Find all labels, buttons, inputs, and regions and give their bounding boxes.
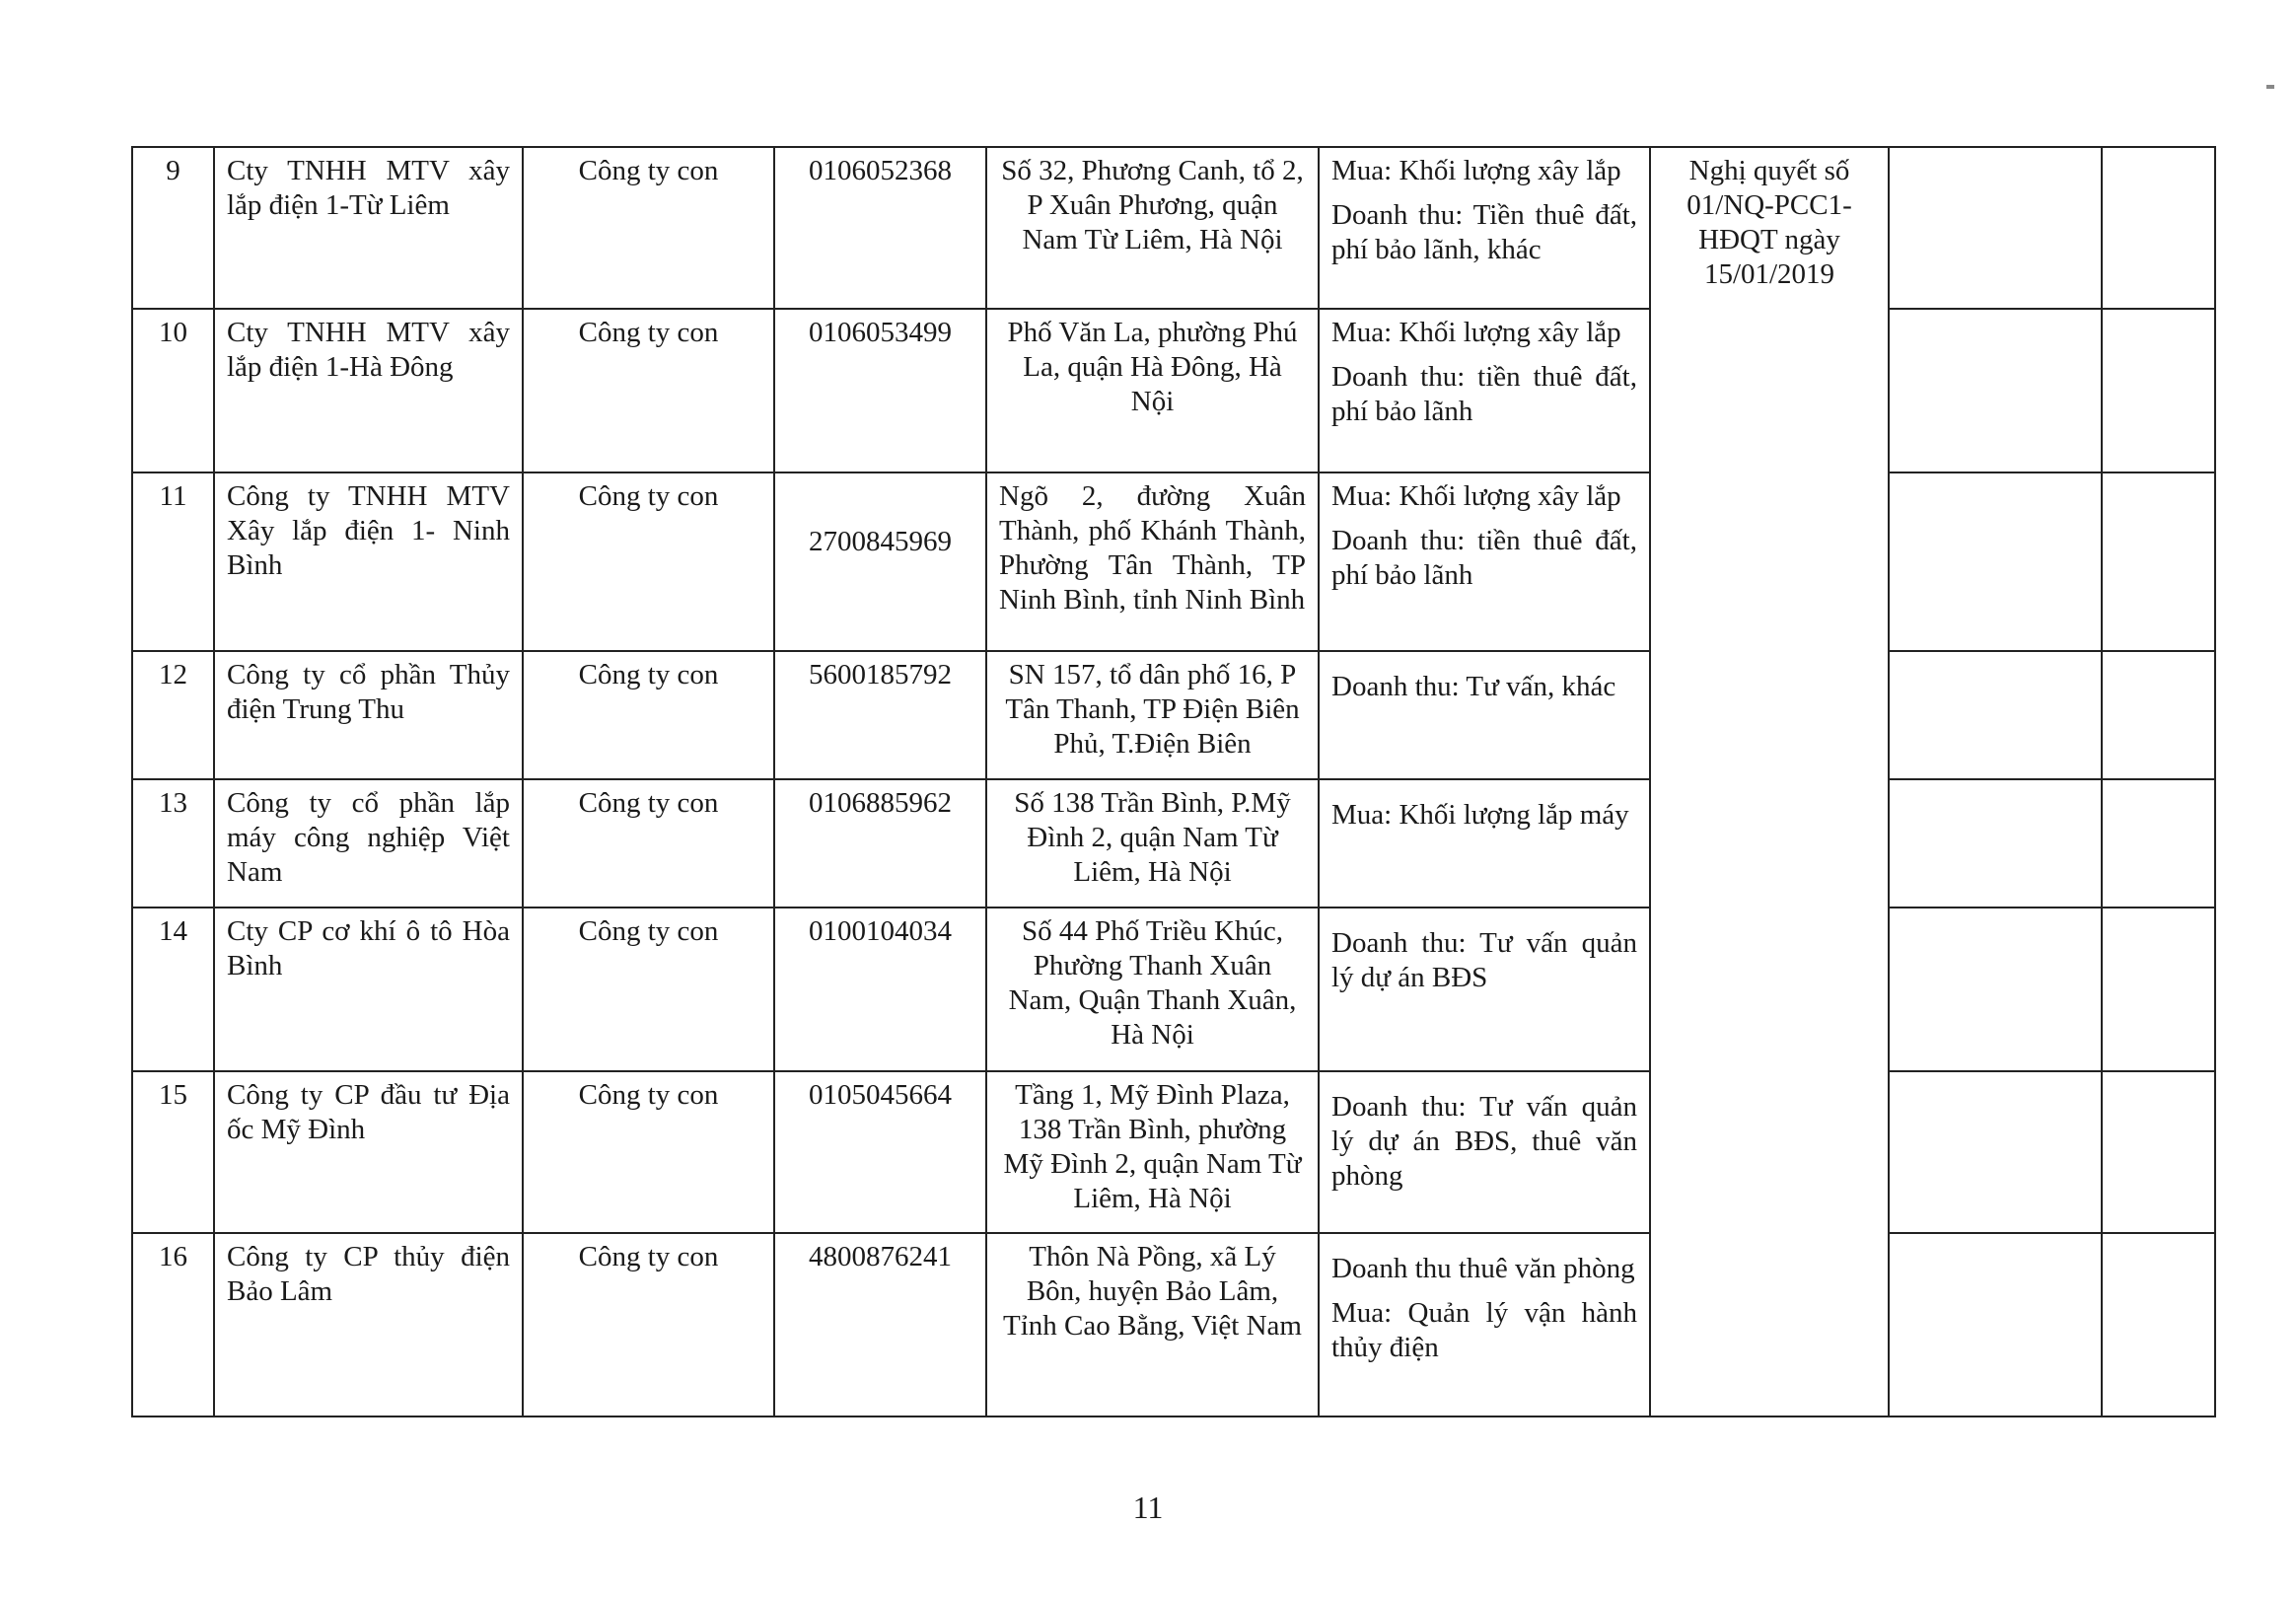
transactions	[1319, 1071, 1650, 1233]
empty-cell	[1889, 779, 2102, 908]
table-row	[132, 309, 2215, 472]
company-name: Công ty cổ phần Thủy điện Trung Thu	[214, 651, 523, 779]
table-row	[132, 147, 2215, 309]
transaction-item: Mua: Quản lý vận hành thủy điện	[1331, 1297, 1637, 1363]
relationship: Công ty con	[523, 651, 774, 779]
empty-cell	[1889, 1071, 2102, 1233]
relationship: Công ty con	[523, 908, 774, 1071]
transactions	[1319, 908, 1650, 1071]
relationship: Công ty con	[523, 147, 774, 309]
row-number: 15	[132, 1071, 214, 1233]
transactions	[1319, 1233, 1650, 1416]
empty-cell	[2102, 1071, 2215, 1233]
relationship: Công ty con	[523, 779, 774, 908]
empty-cell	[2102, 472, 2215, 651]
relationship: Công ty con	[523, 1233, 774, 1416]
address: Số 44 Phố Triều Khúc, Phường Thanh Xuân Nam, Quận Thanh Xuân, Hà Nội	[986, 908, 1319, 1071]
empty-cell	[2102, 779, 2215, 908]
empty-cell	[2102, 309, 2215, 472]
empty-cell	[2102, 908, 2215, 1071]
tax-code: 5600185792	[774, 651, 986, 779]
related-party-table	[131, 146, 2216, 1417]
address: Thôn Nà Pồng, xã Lý Bôn, huyện Bảo Lâm, Tỉnh Cao Bằng, Việt Nam	[986, 1233, 1319, 1416]
resolution-line: HĐQT ngày	[1698, 224, 1840, 255]
address: SN 157, tổ dân phố 16, P Tân Thanh, TP Điện Biên Phủ, T.Điện Biên	[986, 651, 1319, 779]
resolution-line: 15/01/2019	[1703, 258, 1835, 290]
relationship: Công ty con	[523, 309, 774, 472]
tax-code: 0105045664	[774, 1071, 986, 1233]
resolution-cell	[1650, 147, 1889, 1416]
empty-cell	[1889, 147, 2102, 309]
row-number: 10	[132, 309, 214, 472]
transaction-item: Mua: Khối lượng xây lắp	[1331, 317, 1621, 348]
transactions	[1319, 779, 1650, 908]
empty-cell	[1889, 1233, 2102, 1416]
transaction-item: Doanh thu: Tư vấn, khác	[1331, 671, 1616, 702]
address: Phố Văn La, phường Phú La, quận Hà Đông, Hà Nội	[986, 309, 1319, 472]
row-number: 13	[132, 779, 214, 908]
transactions	[1319, 472, 1650, 651]
transaction-item: Doanh thu: Tư vấn quản lý dự án BĐS	[1331, 927, 1637, 993]
relationship: Công ty con	[523, 1071, 774, 1233]
transaction-item: Mua: Khối lượng xây lắp	[1331, 155, 1621, 186]
empty-cell	[1889, 908, 2102, 1071]
company-name: Công ty CP đầu tư Địa ốc Mỹ Đình	[214, 1071, 523, 1233]
address: Tầng 1, Mỹ Đình Plaza, 138 Trần Bình, phường Mỹ Đình 2, quận Nam Từ Liêm, Hà Nội	[986, 1071, 1319, 1233]
resolution-line: Nghị quyết số	[1688, 155, 1850, 186]
tax-code: 0106052368	[774, 147, 986, 309]
company-name: Công ty TNHH MTV Xây lắp điện 1- Ninh Bình	[214, 472, 523, 651]
transaction-item: Doanh thu: tiền thuê đất, phí bảo lãnh	[1331, 525, 1637, 591]
tax-code: 4800876241	[774, 1233, 986, 1416]
address: Số 138 Trần Bình, P.Mỹ Đình 2, quận Nam Từ Liêm, Hà Nội	[986, 779, 1319, 908]
tax-code: 0106885962	[774, 779, 986, 908]
resolution-line: 01/NQ-PCC1-	[1686, 189, 1852, 221]
row-number: 14	[132, 908, 214, 1071]
page-number: 11	[1132, 1489, 1164, 1525]
scan-mark	[2266, 85, 2274, 89]
company-name: Cty CP cơ khí ô tô Hòa Bình	[214, 908, 523, 1071]
transaction-item: Mua: Khối lượng lắp máy	[1331, 799, 1629, 831]
row-number: 9	[132, 147, 214, 309]
company-name: Công ty cổ phần lắp máy công nghiệp Việt Nam	[214, 779, 523, 908]
empty-cell	[1889, 309, 2102, 472]
empty-cell	[1889, 472, 2102, 651]
transaction-item: Doanh thu: Tiền thuê đất, phí bảo lãnh, khác	[1331, 199, 1637, 265]
empty-cell	[2102, 1233, 2215, 1416]
table-row	[132, 1071, 2215, 1233]
empty-cell	[1889, 651, 2102, 779]
transaction-item: Doanh thu thuê văn phòng	[1331, 1253, 1635, 1284]
row-number: 12	[132, 651, 214, 779]
transaction-item: Mua: Khối lượng xây lắp	[1331, 480, 1621, 512]
address: Số 32, Phương Canh, tổ 2, P Xuân Phương, quận Nam Từ Liêm, Hà Nội	[986, 147, 1319, 309]
empty-cell	[2102, 651, 2215, 779]
empty-cell	[2102, 147, 2215, 309]
tax-code: 0100104034	[774, 908, 986, 1071]
transactions	[1319, 651, 1650, 779]
row-number: 11	[132, 472, 214, 651]
transactions	[1319, 309, 1650, 472]
table-row	[132, 651, 2215, 779]
company-name: Cty TNHH MTV xây lắp điện 1-Từ Liêm	[214, 147, 523, 309]
table-row	[132, 472, 2215, 651]
relationship: Công ty con	[523, 472, 774, 651]
company-name: Công ty CP thủy điện Bảo Lâm	[214, 1233, 523, 1416]
table-row	[132, 1233, 2215, 1416]
company-name: Cty TNHH MTV xây lắp điện 1-Hà Đông	[214, 309, 523, 472]
transactions	[1319, 147, 1650, 309]
transaction-item: Doanh thu: tiền thuê đất, phí bảo lãnh	[1331, 361, 1637, 427]
table-row	[132, 908, 2215, 1071]
row-number: 16	[132, 1233, 214, 1416]
table-row	[132, 779, 2215, 908]
tax-code: 0106053499	[774, 309, 986, 472]
address: Ngõ 2, đường Xuân Thành, phố Khánh Thành, Phường Tân Thành, TP Ninh Bình, tỉnh Ninh Bình	[986, 472, 1319, 651]
transaction-item: Doanh thu: Tư vấn quản lý dự án BĐS, thuê văn phòng	[1331, 1091, 1637, 1192]
tax-code: 2700845969	[774, 472, 986, 651]
